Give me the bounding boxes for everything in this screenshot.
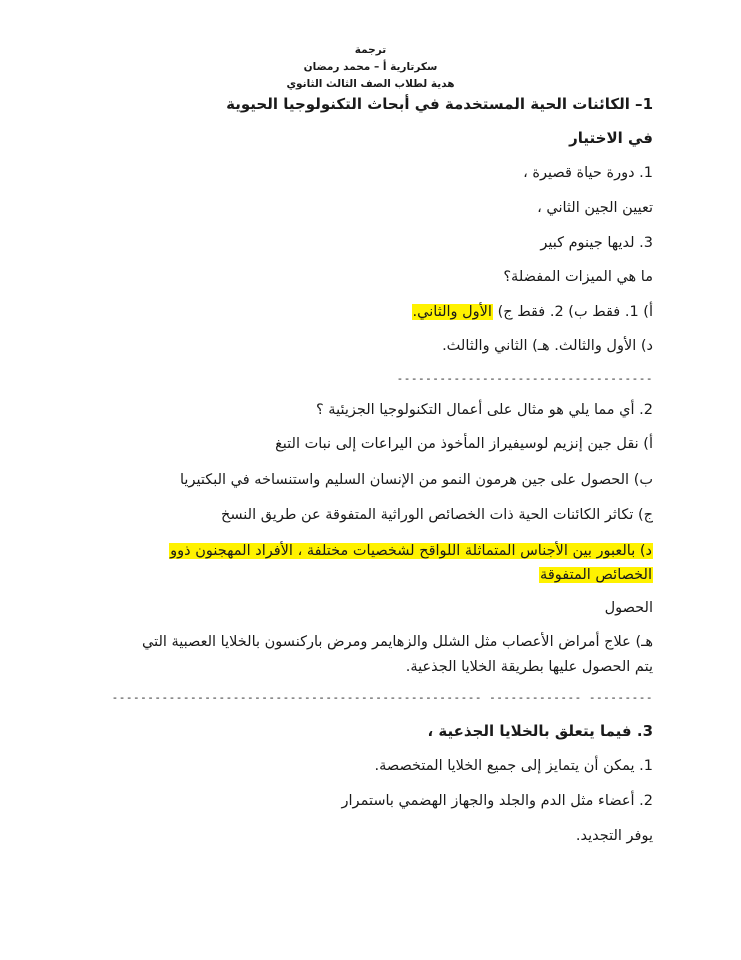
section2-option-b: ب) الحصول على جين هرمون النمو من الإنسان السليم واستنساخه في البكتيريا [180, 472, 653, 488]
section1-subtitle: في الاختيار [569, 129, 653, 147]
highlighted-answer: الأول والثاني. [412, 304, 492, 320]
section2-option-e-line2: يتم الحصول عليها بطريقة الخلايا الجذعية. [405, 659, 653, 675]
section1-question: ما هي الميزات المفضلة؟ [503, 269, 653, 285]
section3-item2: 2. أعضاء مثل الدم والجلد والجهاز الهضمي باستمرار [341, 793, 653, 809]
section1-item3: 3. لديها جينوم كبير [540, 235, 653, 251]
section1-title: 1– الكائنات الحية المستخدمة في أبحاث التكنولوجيا الحيوية [226, 95, 653, 113]
section3-item1: 1. يمكن أن يتمايز إلى جميع الخلايا المتخصصة. [374, 758, 653, 774]
highlighted-answer-d1: د) بالعبور بين الأجناس المتماثلة اللواقح لشخصيات مختلفة ، الأفراد المهجنون ذوو [170, 543, 652, 559]
header-author: سكرتارية أ – محمد رمضان [303, 61, 438, 73]
section2-option-e-line1: هـ) علاج أمراض الأعصاب مثل الشلل والزهايمر ومرض باركنسون بالخلايا العصبية التي [142, 634, 653, 650]
section3-title: 3. فيما يتعلق بالخلايا الجذعية ، [427, 722, 653, 740]
section2-option-d-line3: الحصول [604, 600, 653, 616]
header-dedication: هدية لطلاب الصف الثالث الثانوي [286, 78, 455, 90]
section1-options-b: د) الأول والثالث. هـ) الثاني والثالث. [442, 338, 653, 354]
separator-2: ---------------------------------------------------- ------------- --------- [111, 691, 653, 704]
section3-item3: يوفر التجديد. [575, 828, 653, 844]
section1-item2: تعيين الجين الثاني ، [537, 200, 653, 216]
section1-options-a [40, 302, 653, 322]
section2-option-d-line1 [40, 541, 653, 561]
section2-question: 2. أي مما يلي هو مثال على أعمال التكنولوجيا الجزيئية ؟ [315, 402, 653, 418]
header-translation: ترجمة [354, 44, 387, 56]
section1-item1: 1. دورة حياة قصيرة ، [523, 165, 653, 181]
section2-option-c: ج) تكاثر الكائنات الحية ذات الخصائص الوراثية المتفوقة عن طريق النسخ [220, 507, 653, 523]
section2-option-d-line2 [40, 565, 653, 585]
options-a-text: أ) 1. فقط ب) 2. فقط ج) [497, 304, 653, 320]
section2-option-a: أ) نقل جين إنزيم لوسيفيراز المأخوذ من اليراعات إلى نبات التبغ [275, 436, 653, 452]
highlighted-answer-d2: الخصائص المتفوقة [540, 567, 652, 583]
separator-1: ------------------------------------ [396, 372, 653, 385]
